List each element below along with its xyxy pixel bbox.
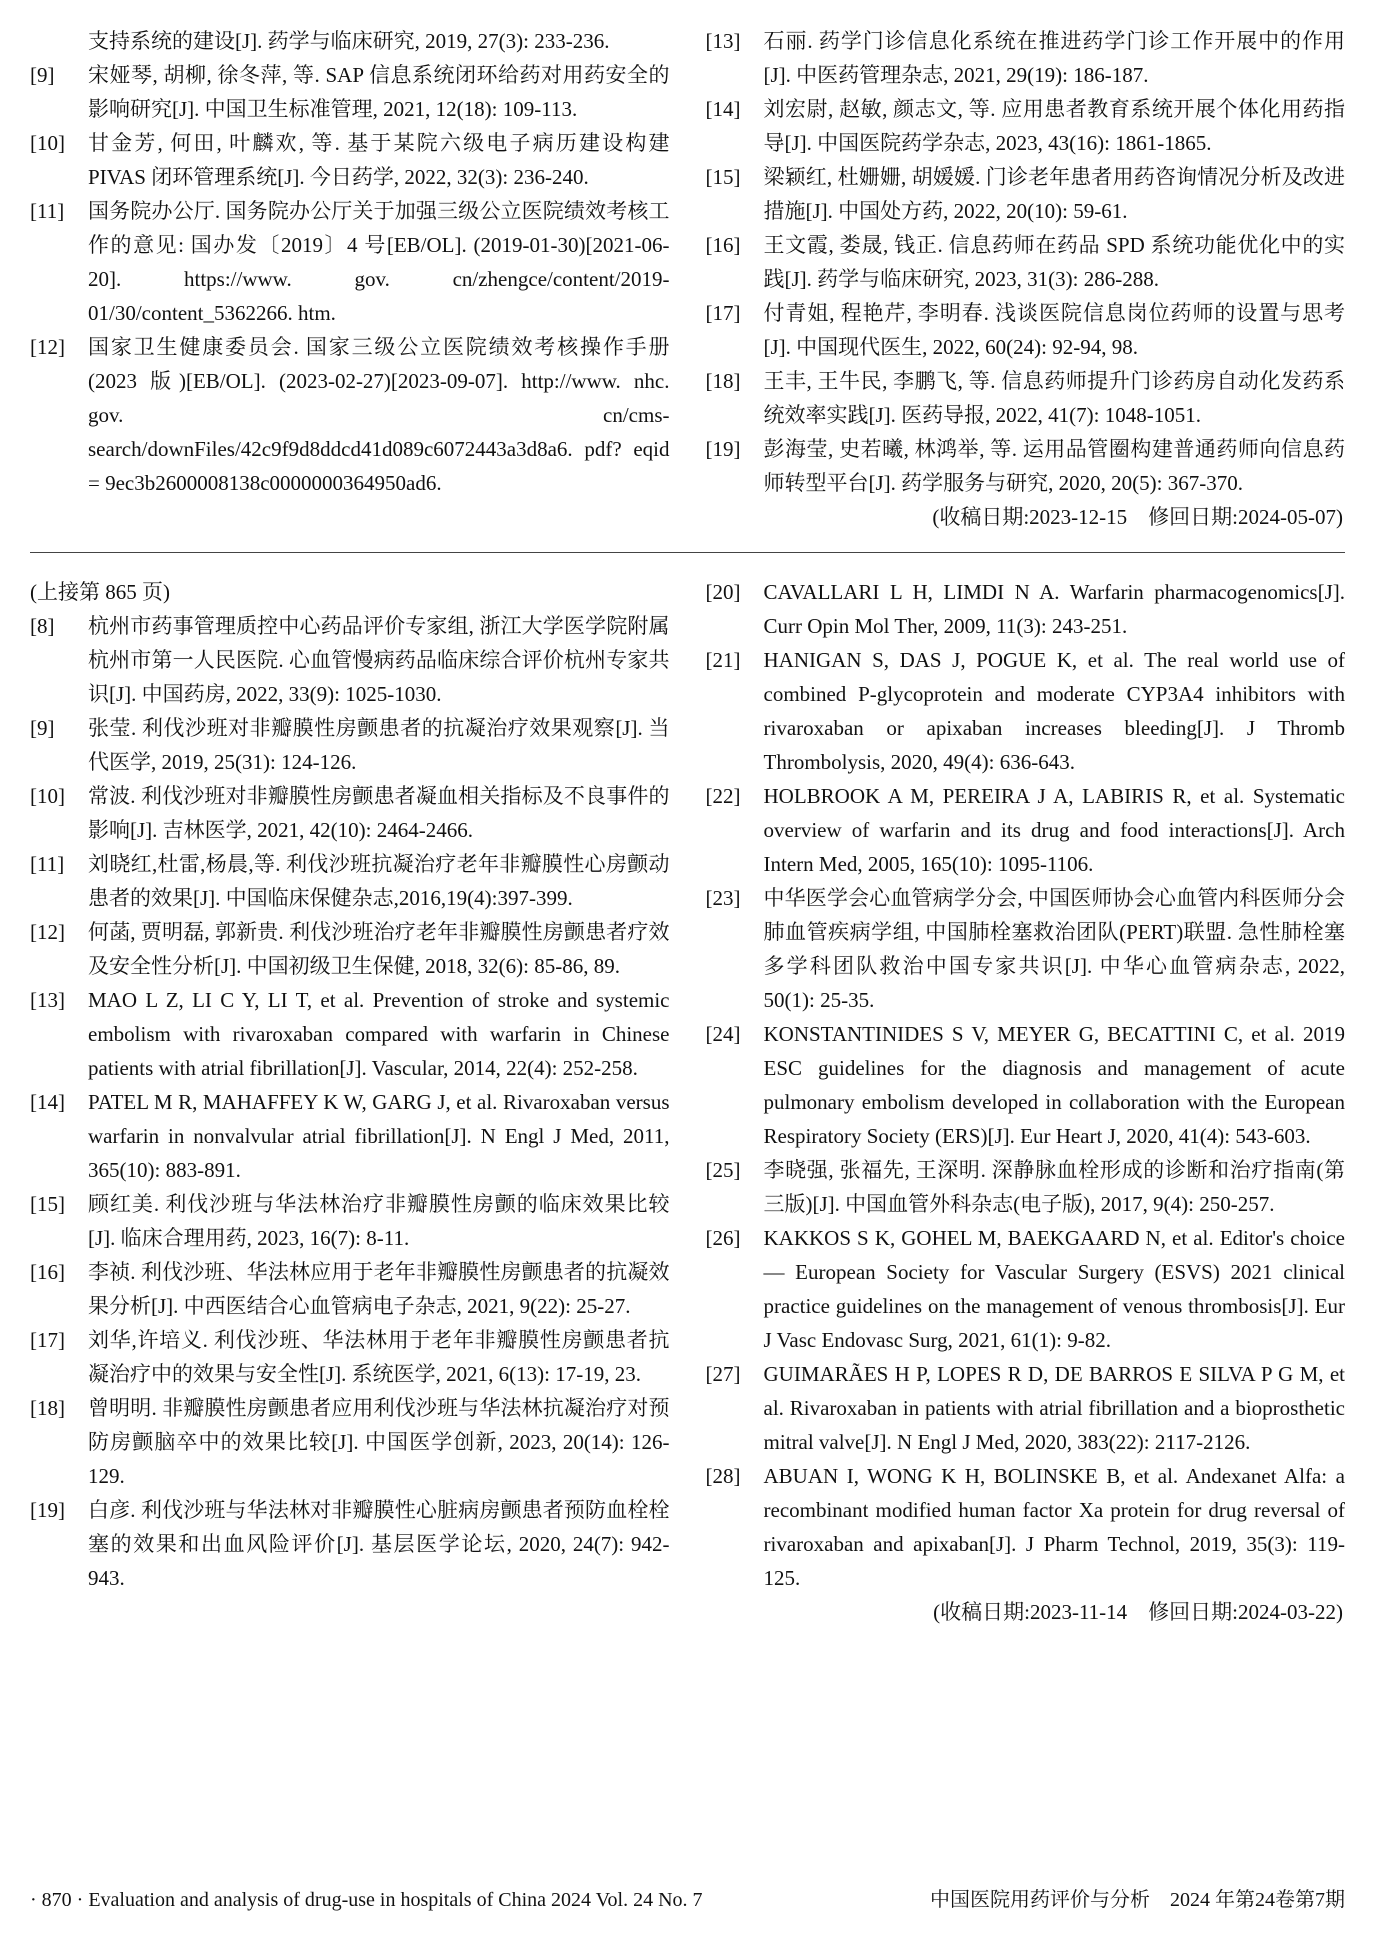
reference-number: [9] [30, 716, 55, 740]
reference-item [706, 1017, 1346, 1153]
reference-number [30, 24, 88, 58]
reference-text: 刘宏尉, 赵敏, 颜志文, 等. 应用患者教育系统开展个体化用药指导[J]. 中国医院药学杂志, 2023, 43(16): 1861-1865. [763, 97, 1345, 155]
reference-number: [23] [705, 886, 741, 910]
reference-text: CAVALLARI L H, LIMDI N A. Warfarin pharmacogenomics[J]. Curr Opin Mol Ther, 2009, 11(3): 243-251. [763, 580, 1345, 638]
reference-item [30, 194, 670, 330]
reference-number: [17] [30, 1328, 65, 1352]
section-divider [30, 552, 1345, 553]
reference-number: [12] [30, 335, 65, 359]
reference-number: [14] [705, 97, 741, 121]
reference-item [30, 609, 670, 711]
reference-text: HOLBROOK A M, PEREIRA J A, LABIRIS R, et al. Systematic overview of warfarin and its drug and food interactions[J]. Arch Intern Med, 2005, 165(10): 1095-1106. [763, 784, 1345, 876]
reference-number: [21] [705, 648, 741, 672]
reference-item [706, 575, 1346, 643]
reference-item [706, 1357, 1346, 1459]
reference-item [30, 330, 670, 500]
reference-number: [27] [705, 1362, 741, 1386]
reference-number: [19] [30, 1498, 65, 1522]
reference-text: KONSTANTINIDES S V, MEYER G, BECATTINI C, et al. 2019 ESC guidelines for the diagnosis and management of acute pulmonary embolism developed in collaboration with the European Respiratory Society (ERS)[J]. Eur Heart J, 2020, 41(4): 543-603. [763, 1022, 1345, 1148]
reference-list-bottom-right [706, 575, 1346, 1595]
reference-number: [20] [705, 580, 741, 604]
reference-text: 王丰, 王牛民, 李鹏飞, 等. 信息药师提升门诊药房自动化发药系统效率实践[J]. 医药导报, 2022, 41(7): 1048-1051. [763, 369, 1345, 427]
reference-text: 石丽. 药学门诊信息化系统在推进药学门诊工作开展中的作用[J]. 中医药管理杂志, 2021, 29(19): 186-187. [763, 29, 1345, 87]
reference-number: [10] [30, 784, 65, 808]
reference-item [706, 92, 1346, 160]
page-footer [30, 1886, 1345, 1914]
reference-item [30, 1323, 670, 1391]
reference-item [706, 160, 1346, 228]
reference-number: [8] [30, 614, 55, 638]
reference-number: [10] [30, 131, 65, 155]
reference-text: 付青姐, 程艳芹, 李明春. 浅谈医院信息岗位药师的设置与思考[J]. 中国现代医生, 2022, 60(24): 92-94, 98. [763, 301, 1345, 359]
bottom-right-column [706, 575, 1346, 1629]
reference-text: 曾明明. 非瓣膜性房颤患者应用利伐沙班与华法林抗凝治疗对预防房颤脑卒中的效果比较[J]. 中国医学创新, 2023, 20(14): 126-129. [88, 1396, 670, 1488]
reference-text: 杭州市药事管理质控中心药品评价专家组, 浙江大学医学院附属杭州市第一人民医院. 心血管慢病药品临床综合评价杭州专家共识[J]. 中国药房, 2022, 33(9): 1025-1030. [88, 614, 670, 706]
reference-text: 张莹. 利伐沙班对非瓣膜性房颤患者的抗凝治疗效果观察[J]. 当代医学, 2019, 25(31): 124-126. [88, 716, 670, 774]
reference-text: 国家卫生健康委员会. 国家三级公立医院绩效考核操作手册(2023 版)[EB/OL]. (2023-02-27)[2023-09-07]. http://www. nhc. gov. cn/cms-search/downFiles/42c9f9d8ddcd41d089c6072443a3d8a6. pdf? eqid = 9ec3b2600008138c0000000364950ad6. [88, 335, 670, 495]
reference-item [30, 1085, 670, 1187]
reference-text: 甘金芳, 何田, 叶麟欢, 等. 基于某院六级电子病历建设构建 PIVAS 闭环管理系统[J]. 今日药学, 2022, 32(3): 236-240. [88, 131, 670, 189]
reference-item [706, 432, 1346, 500]
reference-text: 中华医学会心血管病学分会, 中国医师协会心血管内科医师分会肺血管疾病学组, 中国肺栓塞救治团队(PERT)联盟. 急性肺栓塞多学科团队救治中国专家共识[J]. 中华心血管病杂志, 2022, 50(1): 25-35. [763, 886, 1345, 1012]
reference-number: [17] [705, 301, 741, 325]
reference-text: 李祯. 利伐沙班、华法林应用于老年非瓣膜性房颤患者的抗凝效果分析[J]. 中西医结合心血管病电子杂志, 2021, 9(22): 25-27. [88, 1260, 670, 1318]
reference-list-top-left [30, 24, 670, 500]
reference-number: [11] [30, 852, 65, 876]
reference-item [706, 364, 1346, 432]
reference-text: KAKKOS S K, GOHEL M, BAEKGAARD N, et al. Editor's choice — European Society for Vascular Surgery (ESVS) 2021 clinical practice guidelines on the management of venous thrombosis[J]. Eur J Vasc Endovasc Surg, 2021, 61(1): 9-82. [763, 1226, 1345, 1352]
reference-item [706, 296, 1346, 364]
reference-number: [15] [705, 165, 741, 189]
reference-number: [18] [30, 1396, 65, 1420]
reference-number: [15] [30, 1192, 65, 1216]
reference-number: [14] [30, 1090, 65, 1114]
reference-item [30, 847, 670, 915]
reference-item [30, 58, 670, 126]
reference-item [706, 881, 1346, 1017]
reference-text: 常波. 利伐沙班对非瓣膜性房颤患者凝血相关指标及不良事件的影响[J]. 吉林医学, 2021, 42(10): 2464-2466. [88, 784, 670, 842]
reference-number: [16] [705, 233, 741, 257]
reference-number: [13] [705, 29, 741, 53]
reference-text: 王文霞, 娄晟, 钱正. 信息药师在药品 SPD 系统功能优化中的实践[J]. 药学与临床研究, 2023, 31(3): 286-288. [763, 233, 1345, 291]
reference-item [30, 1391, 670, 1493]
top-right-column [706, 24, 1346, 534]
reference-number: [9] [30, 63, 55, 87]
reference-item [706, 779, 1346, 881]
reference-item [30, 983, 670, 1085]
reference-text: 刘晓红,杜雷,杨晨,等. 利伐沙班抗凝治疗老年非瓣膜性心房颤动患者的效果[J]. 中国临床保健杂志,2016,19(4):397-399. [88, 852, 670, 910]
reference-text: MAO L Z, LI C Y, LI T, et al. Prevention of stroke and systemic embolism with rivaroxaban compared with warfarin in Chinese patients with atrial fibrillation[J]. Vascular, 2014, 22(4): 252-258. [88, 988, 670, 1080]
reference-text: 顾红美. 利伐沙班与华法林治疗非瓣膜性房颤的临床效果比较[J]. 临床合理用药, 2023, 16(7): 8-11. [88, 1192, 670, 1250]
reference-number: [19] [705, 437, 741, 461]
reference-number: [28] [705, 1464, 741, 1488]
reference-text: 彭海莹, 史若曦, 林鸿举, 等. 运用品管圈构建普通药师向信息药师转型平台[J]. 药学服务与研究, 2020, 20(5): 367-370. [763, 437, 1345, 495]
reference-item [706, 1459, 1346, 1595]
reference-number: [22] [705, 784, 741, 808]
reference-item [706, 1153, 1346, 1221]
reference-number: [16] [30, 1260, 65, 1284]
reference-number: [12] [30, 920, 65, 944]
reference-text: 国务院办公厅. 国务院办公厅关于加强三级公立医院绩效考核工作的意见: 国办发〔2019〕4 号[EB/OL]. (2019-01-30)[2021-06-20]. https://www. gov. cn/zhengce/content/2019-01/30/content_5362266. htm. [88, 199, 670, 325]
reference-item [30, 1255, 670, 1323]
reference-list-top-right [706, 24, 1346, 500]
reference-text: 刘华,许培义. 利伐沙班、华法林用于老年非瓣膜性房颤患者抗凝治疗中的效果与安全性[J]. 系统医学, 2021, 6(13): 17-19, 23. [88, 1328, 670, 1386]
reference-number: [13] [30, 988, 65, 1012]
received-revised-dates: (收稿日期:2023-12-15 修回日期:2024-05-07) [932, 505, 1343, 529]
reference-text: PATEL M R, MAHAFFEY K W, GARG J, et al. Rivaroxaban versus warfarin in nonvalvular atrial fibrillation[J]. N Engl J Med, 2011, 365(10): 883-891. [88, 1090, 670, 1182]
reference-number: [26] [705, 1226, 741, 1250]
top-left-column [30, 24, 670, 500]
reference-text: 梁颖红, 杜姗姗, 胡媛媛. 门诊老年患者用药咨询情况分析及改进措施[J]. 中国处方药, 2022, 20(10): 59-61. [763, 165, 1345, 223]
reference-item [706, 1221, 1346, 1357]
continuation-note: (上接第 865 页) [30, 580, 170, 604]
reference-text: 宋娅琴, 胡柳, 徐冬萍, 等. SAP 信息系统闭环给药对用药安全的影响研究[J]. 中国卫生标准管理, 2021, 12(18): 109-113. [88, 63, 670, 121]
reference-item [30, 779, 670, 847]
reference-text: ABUAN I, WONG K H, BOLINSKE B, et al. Andexanet Alfa: a recombinant modified human factor Xa protein for drug reversal of rivaroxaban and apixaban[J]. J Pharm Technol, 2019, 35(3): 119-125. [763, 1464, 1345, 1590]
reference-number: [24] [705, 1022, 741, 1046]
reference-item [706, 24, 1346, 92]
reference-number: [25] [705, 1158, 741, 1182]
reference-item [30, 126, 670, 194]
reference-item [30, 711, 670, 779]
reference-item [30, 1187, 670, 1255]
reference-text: 支持系统的建设[J]. 药学与临床研究, 2019, 27(3): 233-236. [88, 29, 610, 53]
reference-number: [18] [705, 369, 741, 393]
reference-item [30, 24, 670, 58]
top-reference-section [30, 24, 1345, 534]
reference-text: GUIMARÃES H P, LOPES R D, DE BARROS E SILVA P G M, et al. Rivaroxaban in patients with atrial fibrillation and a bioprosthetic mitral valve[J]. N Engl J Med, 2020, 383(22): 2117-2126. [763, 1362, 1345, 1454]
bottom-left-column [30, 575, 670, 1595]
reference-number: [11] [30, 199, 65, 223]
reference-text: 白彦. 利伐沙班与华法林对非瓣膜性心脏病房颤患者预防血栓栓塞的效果和出血风险评价[J]. 基层医学论坛, 2020, 24(7): 942-943. [88, 1498, 670, 1590]
reference-item [706, 228, 1346, 296]
reference-text: HANIGAN S, DAS J, POGUE K, et al. The real world use of combined P-glycoprotein and moderate CYP3A4 inhibitors with rivaroxaban or apixaban increases bleeding[J]. J Thromb Thrombolysis, 2020, 49(4): 636-643. [763, 648, 1345, 774]
reference-text: 李晓强, 张福先, 王深明. 深静脉血栓形成的诊断和治疗指南(第三版)[J]. 中国血管外科杂志(电子版), 2017, 9(4): 250-257. [763, 1158, 1345, 1216]
reference-item [30, 915, 670, 983]
reference-item [30, 1493, 670, 1595]
footer-left-page-info: · 870 · Evaluation and analysis of drug-use in hospitals of China 2024 Vol. 24 No. 7 [30, 1889, 703, 1911]
received-revised-dates: (收稿日期:2023-11-14 修回日期:2024-03-22) [933, 1600, 1343, 1624]
reference-text: 何菡, 贾明磊, 郭新贵. 利伐沙班治疗老年非瓣膜性房颤患者疗效及安全性分析[J]. 中国初级卫生保健, 2018, 32(6): 85-86, 89. [88, 920, 670, 978]
reference-list-bottom-left [30, 609, 670, 1595]
bottom-reference-section [30, 575, 1345, 1629]
reference-item [706, 643, 1346, 779]
footer-right-journal-info: 中国医院用药评价与分析 2024 年第24卷第7期 [930, 1889, 1345, 1911]
